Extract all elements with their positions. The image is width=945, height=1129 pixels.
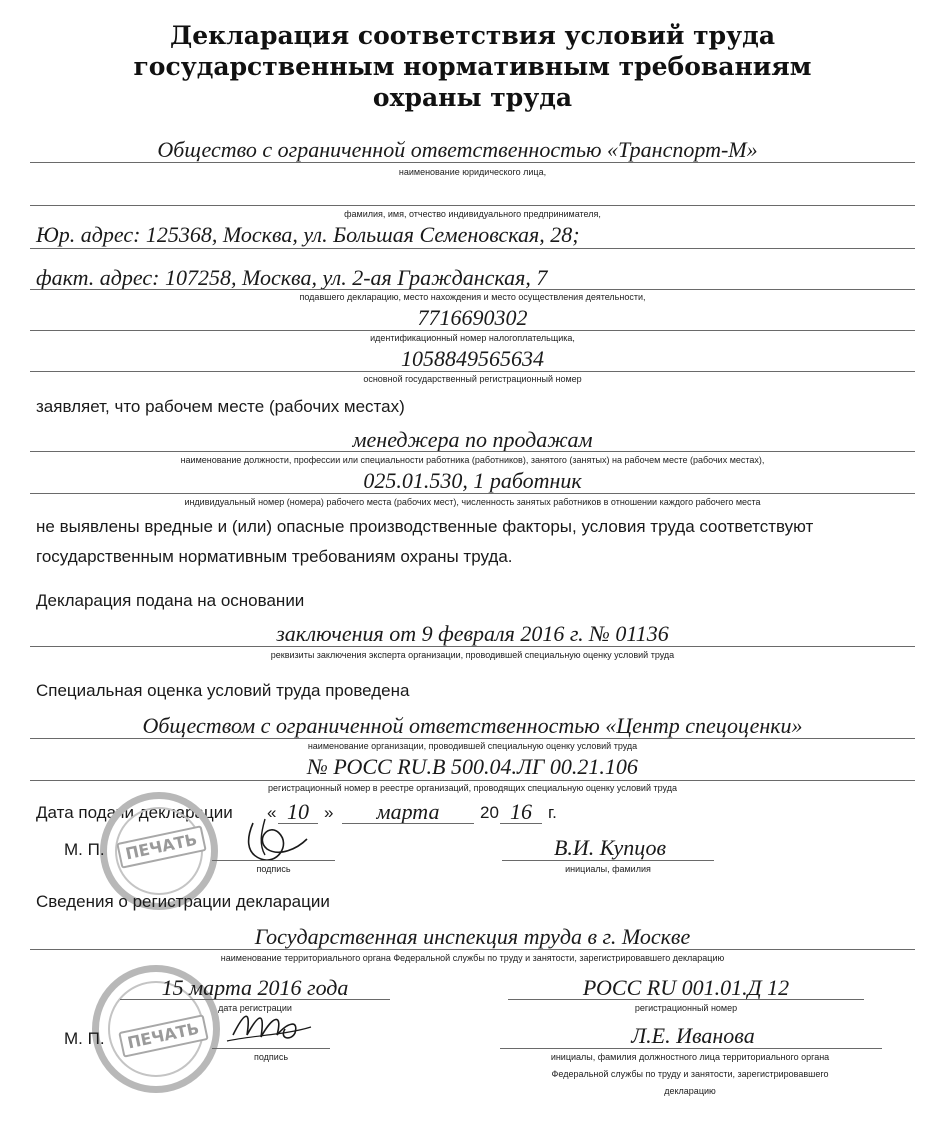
submission-date-label: Дата подачи декларации bbox=[36, 803, 233, 822]
legal-address-value: Юр. адрес: 125368, Москва, ул. Большая Семеновская, 28; bbox=[36, 222, 580, 247]
registration-signature-caption: подпись bbox=[253, 1052, 289, 1062]
registration-official-caption-line2: Федеральной службы по труду и занятости, зарегистрировавшего bbox=[551, 1069, 829, 1079]
document-title-line3: охраны труда bbox=[372, 83, 573, 112]
registration-official-caption-line3: декларацию bbox=[664, 1086, 716, 1096]
submission-quote-close: » bbox=[324, 803, 334, 822]
workplace-number-value: 025.01.530, 1 работник bbox=[363, 468, 582, 493]
inn-underline bbox=[30, 330, 915, 331]
submission-month-value: марта bbox=[376, 799, 440, 824]
position-underline bbox=[30, 451, 915, 452]
org-name-underline bbox=[30, 162, 915, 163]
ogrn-value: 1058849565634 bbox=[401, 346, 544, 371]
basis-label: Декларация подана на основании bbox=[36, 591, 305, 610]
actual-address-value: факт. адрес: 107258, Москва, ул. 2-ая Гражданская, 7 bbox=[36, 265, 548, 290]
registration-authority-underline bbox=[30, 949, 915, 950]
legal-address-underline bbox=[30, 248, 915, 249]
statement-line2: государственным нормативным требованиям охраны труда. bbox=[36, 547, 513, 566]
position-caption: наименование должности, профессии или специальности работника (работников), занятого (занятых) на рабочем месте (рабочих местах), bbox=[180, 455, 765, 465]
submission-year-value: 16 bbox=[510, 799, 532, 824]
registration-date-value: 15 марта 2016 года bbox=[161, 975, 349, 1000]
submission-signature-caption: подпись bbox=[256, 864, 291, 874]
org-name-caption: наименование юридического лица, bbox=[398, 167, 547, 177]
registration-official-value: Л.Е. Иванова bbox=[631, 1023, 755, 1048]
declares-text: заявляет, что рабочем месте (рабочих местах) bbox=[36, 397, 405, 416]
inn-value: 7716690302 bbox=[417, 305, 528, 330]
signer-name-underline bbox=[502, 860, 714, 861]
inn-caption: идентификационный номер налогоплательщика, bbox=[370, 333, 575, 343]
registration-authority-caption: наименование территориального органа Федеральной службы по труду и занятости, зарегистрировавшего декларацию bbox=[220, 953, 725, 963]
registration-number-caption: регистрационный номер bbox=[634, 1003, 738, 1013]
submission-signature-icon bbox=[235, 815, 315, 865]
submission-mp-label: М. П. bbox=[64, 840, 105, 859]
ip-name-underline bbox=[30, 205, 915, 206]
registration-label: Сведения о регистрации декларации bbox=[36, 892, 330, 911]
workplace-number-caption: индивидуальный номер (номера) рабочего места (рабочих мест), численность занятых работников в отношении каждого рабочего места bbox=[184, 497, 761, 507]
registration-authority-value: Государственная инспекция труда в г. Москве bbox=[254, 924, 691, 949]
basis-underline bbox=[30, 646, 915, 647]
submission-stamp-label: ПЕЧАТЬ bbox=[116, 825, 206, 868]
assessment-label: Специальная оценка условий труда проведена bbox=[36, 681, 410, 700]
statement-line1: не выявлены вредные и (или) опасные производственные факторы, условия труда соответствуют bbox=[36, 517, 814, 536]
position-value: менеджера по продажам bbox=[352, 427, 593, 452]
registration-official-underline bbox=[500, 1048, 882, 1049]
actual-address-underline bbox=[30, 289, 915, 290]
registration-date-underline bbox=[120, 999, 390, 1000]
signer-name-value: В.И. Купцов bbox=[553, 835, 667, 860]
submission-month-underline bbox=[342, 823, 474, 824]
registration-signature-icon bbox=[225, 1005, 315, 1049]
assessment-org-caption: наименование организации, проводившей специальную оценку условий труда bbox=[307, 741, 638, 751]
workplace-number-underline bbox=[30, 493, 915, 494]
org-name-value: Общество с ограниченной ответственностью «Транспорт-М» bbox=[157, 137, 758, 162]
address-caption: подавшего декларацию, место нахождения и место осуществления деятельности, bbox=[299, 292, 646, 302]
assessment-org-value: Обществом с ограниченной ответственностью «Центр спецоценки» bbox=[142, 713, 803, 738]
submission-signature-underline bbox=[212, 860, 335, 861]
signer-name-caption: инициалы, фамилия bbox=[565, 864, 651, 874]
registration-number-value: РОСС RU 001.01.Д 12 bbox=[582, 975, 790, 1000]
registration-official-caption-line1: инициалы, фамилия должностного лица территориального органа bbox=[550, 1052, 830, 1062]
basis-value: заключения от 9 февраля 2016 г. № 01136 bbox=[276, 621, 669, 646]
submission-quote-open: « bbox=[267, 803, 277, 822]
registration-number-underline bbox=[508, 999, 864, 1000]
assessment-reg-number-value: № РОСС RU.В 500.04.ЛГ 00.21.106 bbox=[307, 754, 638, 779]
ogrn-caption: основной государственный регистрационный номер bbox=[363, 374, 582, 384]
document-title-line1: Декларация соответствия условий труда bbox=[169, 21, 776, 50]
submission-year-unit: г. bbox=[548, 803, 557, 822]
assessment-reg-number-underline bbox=[30, 780, 915, 781]
registration-signature-underline bbox=[212, 1048, 330, 1049]
registration-date-caption: дата регистрации bbox=[218, 1003, 292, 1013]
document-title-line2: государственным нормативным требованиям bbox=[133, 52, 812, 81]
assessment-reg-number-caption: регистрационный номер в реестре организаций, проводящих специальную оценку условий труда bbox=[268, 783, 677, 793]
assessment-org-underline bbox=[30, 738, 915, 739]
submission-year-prefix: 20 bbox=[480, 803, 499, 822]
registration-mp-label: М. П. bbox=[64, 1029, 105, 1048]
basis-caption: реквизиты заключения эксперта организации, проводившей специальную оценку условий труда bbox=[270, 650, 675, 660]
ogrn-underline bbox=[30, 371, 915, 372]
submission-day-value: 10 bbox=[287, 799, 309, 824]
ip-name-caption: фамилия, имя, отчество индивидуального предпринимателя, bbox=[344, 209, 601, 219]
registration-stamp-label: ПЕЧАТЬ bbox=[118, 1014, 208, 1057]
submission-year-underline bbox=[500, 823, 542, 824]
